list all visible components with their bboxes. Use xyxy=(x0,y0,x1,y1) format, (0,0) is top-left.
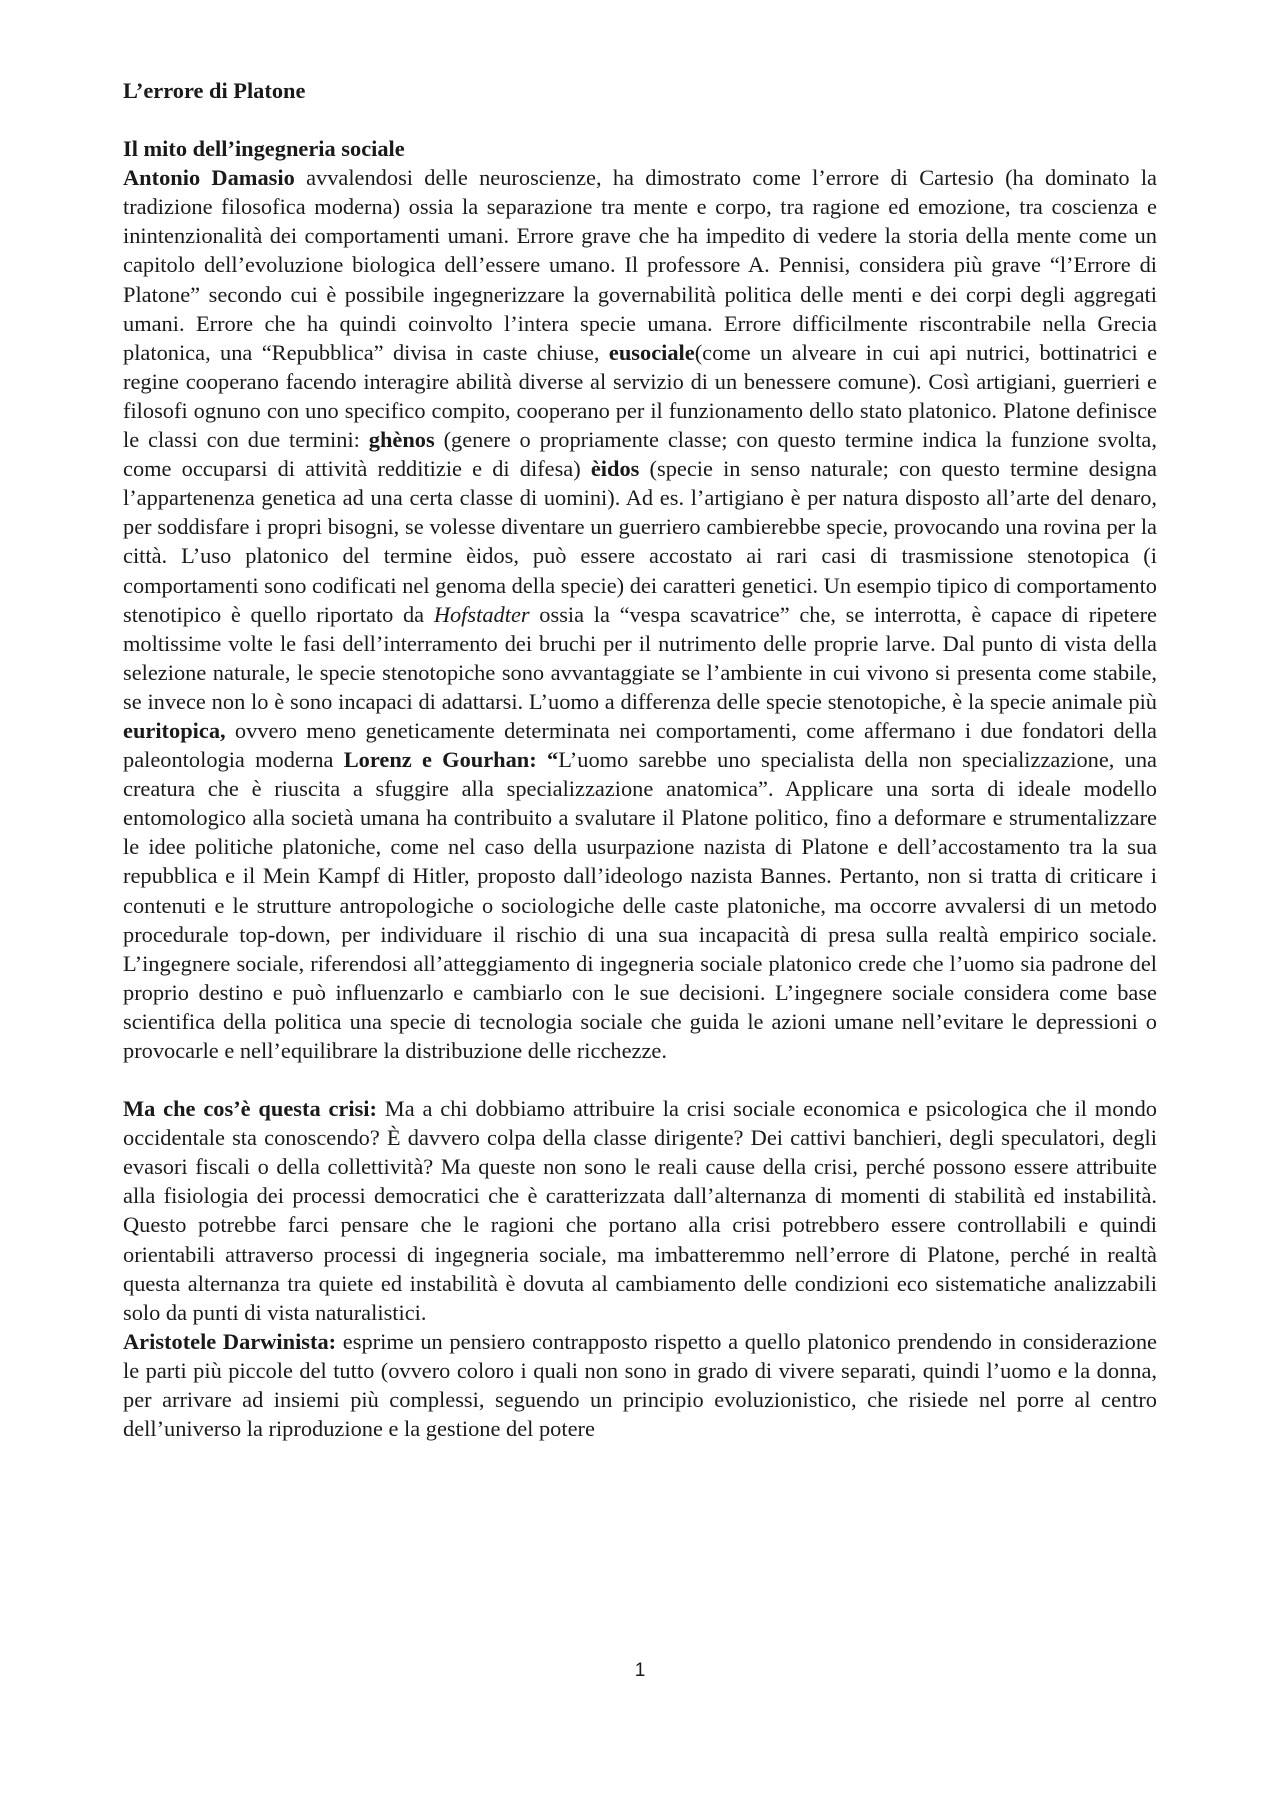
text-run: (come un alveare in cui api nutrici, bottinatrici e regine cooperano facendo interagire abilità diverse al servizio di un benessere comune). Così artigiani, guerrieri e filosofi ognuno con uno specifico compito, cooperano per il funzionamento dello stato platonico. Platone definisce le classi con due termini: xyxy=(123,339,1158,453)
bold-term: Aristotele Darwinista: xyxy=(123,1328,337,1354)
bold-term: Lorenz e Gourhan: “ xyxy=(343,747,559,773)
text-run: avvalendosi delle neuroscienze, ha dimostrato come l’errore di Cartesio (ha dominato la tradizione filosofica moderna) ossia la separazione tra mente e corpo, tra ragione ed emozione, tra coscienza e inintenzionalità dei comportamenti umani. Errore grave che ha impedito di vedere la storia della mente come un capitolo dell’evoluzione biologica dell’essere umano. Il professore A. Pennisi, considera più grave “l’Errore di Platone” secondo cui è possibile ingegnerizzare la governabilità politica delle menti e dei corpi degli aggregati umani. Errore che ha quindi coinvolto l’intera specie umana. Errore difficilmente riscontrabile nella Grecia platonica, una “Repubblica” divisa in caste chiuse, xyxy=(123,165,1157,365)
bold-term: eusociale xyxy=(608,339,695,365)
bold-term: Antonio Damasio xyxy=(123,165,295,191)
bold-term: ghènos xyxy=(368,427,435,453)
paragraph-aristotele xyxy=(123,1327,1157,1443)
text-run: esprime un pensiero contrapposto rispetto a quello platonico prendendo in considerazione le parti più piccole del tutto (ovvero coloro i quali non sono in grado di vivere separati, quindi l’uomo e la donna, per arrivare ad insiemi più complessi, seguendo un principio evoluzionistico, che risiede nel porre al centro dell’universo la riproduzione e la gestione del potere xyxy=(123,1328,1157,1442)
spacer xyxy=(123,1065,1157,1094)
spacer xyxy=(123,105,1157,134)
bold-term: Ma che cos’è questa crisi: xyxy=(123,1096,377,1122)
page-number: 1 xyxy=(634,1660,646,1681)
text-run: (specie in senso naturale; con questo termine designa l’appartenenza genetica ad una certa classe di uomini). Ad es. l’artigiano è per natura disposto all’arte del denaro, per soddisfare i propri bisogni, se volesse diventare un guerriero cambierebbe specie, provocando una rovina per la città. L’uso platonico del termine èidos, può essere accostato ai rari casi di trasmissione stenotopica (i comportamenti sono codificati nel genoma della specie) dei caratteri genetici. Un esempio tipico di comportamento stenotipico è quello riportato da xyxy=(123,456,1157,627)
text-run: ossia la “vespa scavatrice” che, se interrotta, è capace di ripetere moltissime volte le fasi dell’interramento dei bruchi per il nutrimento delle proprie larve. Dal punto di vista della selezione naturale, le specie stenotopiche sono avvantaggiate se l’ambiente in cui vivono si presenta come stabile, se invece non lo è sono incapaci di adattarsi. L’uomo a differenza delle specie stenotopiche, è la specie animale più xyxy=(123,601,1157,714)
paragraph-ingegneria-sociale xyxy=(123,163,1157,1065)
paragraph-crisi xyxy=(123,1094,1157,1327)
section-heading: Il mito dell’ingegneria sociale xyxy=(123,136,405,162)
document-body xyxy=(123,76,1157,1443)
bold-term: euritopica, xyxy=(123,717,226,743)
document-title: L’errore di Platone xyxy=(123,78,306,103)
text-run: Ma a chi dobbiamo attribuire la crisi sociale economica e psicologica che il mondo occidentale sta conoscendo? È davvero colpa della classe dirigente? Dei cattivi banchieri, degli speculatori, degli evasori fiscali o della collettività? Ma queste non sono le reali cause della crisi, perché possono essere attribuite alla fisiologia dei processi democratici che è caratterizzata dall’alternanza di momenti di stabilità ed instabilità. Questo potrebbe farci pensare che le ragioni che portano alla crisi potrebbero essere controllabili e quindi orientabili attraverso processi di ingegneria sociale, ma imbatteremmo nell’errore di Platone, perché in realtà questa alternanza tra quiete ed instabilità è dovuta al cambiamento delle condizioni eco sistematiche analizzabili solo da punti di vista naturalistici. xyxy=(123,1096,1157,1325)
text-run: (genere o propriamente classe; con questo termine indica la funzione svolta, come occuparsi di attività redditizie e di difesa) xyxy=(123,427,1157,482)
bold-term: èidos xyxy=(590,456,640,482)
text-run: ovvero meno geneticamente determinata nei comportamenti, come affermano i due fondatori della paleontologia moderna xyxy=(123,717,1157,773)
italic-term: Hofstadter xyxy=(433,601,530,627)
text-run: L’uomo sarebbe uno specialista della non specializzazione, una creatura che è riuscita a sfuggire alla specializzazione anatomica”. Applicare una sorta di ideale modello entomologico alla società umana ha contribuito a svalutare il Platone politico, fino a deformare e strumentalizzare le idee politiche platoniche, come nel caso della usurpazione nazista di Platone e dell’accostamento tra la sua repubblica e il Mein Kampf di Hitler, proposto dall’ideologo nazista Bannes. Pertanto, non si tratta di criticare i contenuti e le strutture antropologiche o sociologiche delle caste platoniche, ma occorre avvalersi di un metodo procedurale top-down, per individuare il rischio di una sua incapacità di presa sulla realtà empirico sociale. L’ingegnere sociale, riferendosi all’atteggiamento di ingegneria sociale platonico crede che l’uomo sia padrone del proprio destino e può influenzarlo e cambiarlo con le sue decisioni. L’ingegnere sociale considera come base scientifica della politica una specie di tecnologia sociale che guida le azioni umane nell’evitare le depressioni o provocarle e nell’equilibrare la distribuzione delle ricchezze. xyxy=(123,747,1157,1063)
